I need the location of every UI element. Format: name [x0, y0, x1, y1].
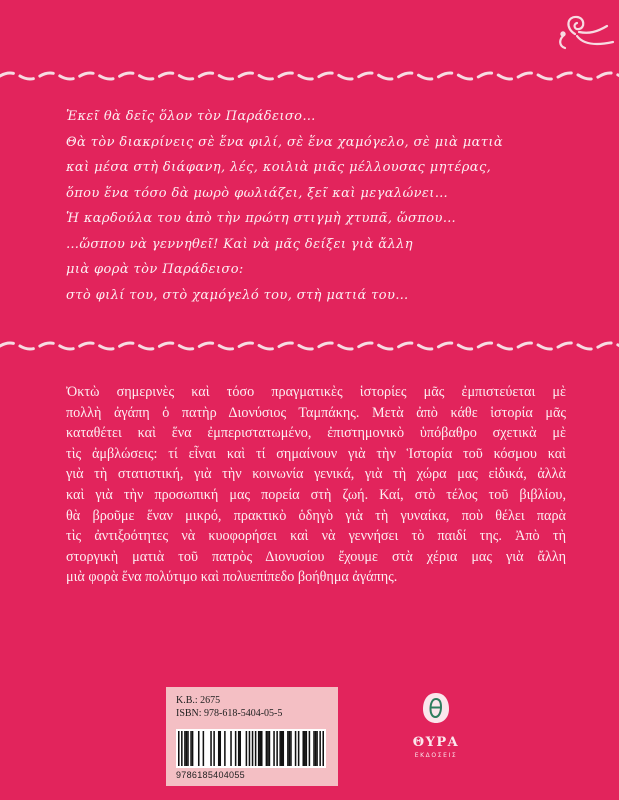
wavy-dashed-line-icon — [0, 66, 619, 86]
theta-logo-icon — [422, 692, 450, 724]
poem-line: …ὥσπου νὰ γεννηθεῖ! Καὶ νὰ μᾶς δείξει γιὰ ἄλλη — [66, 236, 413, 252]
poem-line: Ἐκεῖ θὰ δεῖς ὅλον τὸν Παράδεισο… — [66, 109, 316, 124]
description-line: τὶς ἀντιξοότητες νὰ κυοφορήσει καὶ νὰ γεννήσει τὸ παιδί της. Ἀπὸ τὴ — [66, 528, 566, 545]
barcode-number: 9786185404055 — [176, 770, 245, 780]
description-line: καὶ γιὰ τὴν προσωπική μας πορεία στὴ ζωή. Καί, στὸ τέλος τοῦ βιβλίου, — [66, 486, 566, 503]
publisher-name: ΘΥΡΑ — [412, 735, 460, 750]
publisher-logo — [408, 692, 468, 782]
kb-number: K.B.: 2675 — [176, 695, 221, 706]
poem-line: καὶ μέσα στὴ διάφανη, λές, κοιλιὰ μιᾶς μέλλουσας μητέρας, — [66, 160, 492, 175]
poem-line: ὅπου ἕνα τόσο δὰ μωρὸ φωλιάζει, ξεῖ καὶ μεγαλώνει… — [66, 185, 449, 201]
description-line: μιὰ φορὰ ἕνα πολύτιμο καὶ πολυεπίπεδο βοήθημα ἀγάπης. — [66, 569, 398, 586]
description-line: τὶς ἀμβλώσεις: τί εἶναι καὶ τί σημαίνουν γιὰ τὴν Ἱστορία τοῦ κόσμου καὶ — [66, 445, 566, 462]
description-line: Ὀκτὼ σημερινὲς καὶ τόσο πραγματικὲς ἱστορίες μᾶς ἐμπιστεύεται μὲ — [66, 384, 566, 400]
description-line: γιὰ τὴ στατιστική, γιὰ τὴν κοινωνία γενικά, γιὰ τὴ χώρα μας εἰδικά, ἀλλὰ — [66, 466, 566, 483]
poem-line: μιὰ φορὰ τὸν Παράδεισο: — [66, 262, 244, 277]
publisher-subtitle: ΕΚΔΟΣΕΙΣ — [414, 752, 458, 759]
description-line: πολλὴ ἀγάπη ὁ πατὴρ Διονύσιος Ταμπάκης. Μετὰ ἀπὸ κάθε ἱστορία μᾶς — [66, 404, 566, 421]
poem-excerpt — [66, 104, 586, 308]
poem-line: Θὰ τὸν διακρίνεις σὲ ἕνα φιλί, σὲ ἕνα χαμόγελο, σὲ μιὰ ματιὰ — [66, 134, 504, 150]
isbn-box — [166, 687, 338, 786]
barcode — [176, 729, 326, 768]
wavy-dashed-line-icon — [0, 336, 619, 356]
poem-line: στὸ φιλί του, στὸ χαμόγελό του, στὴ ματιά του… — [66, 287, 409, 303]
description-line: θὰ βροῦμε ἕναν μικρό, πρακτικὸ ὁδηγὸ γιὰ τὴ γυναίκα, ποὺ θέλει παρὰ — [66, 507, 566, 524]
isbn-info — [176, 694, 282, 720]
description-line: καταθέτει καὶ ἕνα ἐμπεριστατωμένο, ἐπιστημονικὸ ὑπόβαθρο σχετικὰ μὲ — [66, 425, 566, 442]
swirl-flourish-icon — [555, 12, 615, 54]
isbn-number: ISBN: 978-618-5404-05-5 — [176, 708, 283, 719]
description-line: στοργικὴ ματιὰ τοῦ πατρὸς Διονυσίου ἔχουμε στὰ χέρια μας γιὰ ἄλλη — [66, 548, 566, 565]
poem-line: Ἡ καρδούλα του ἀπὸ τὴν πρώτη στιγμὴ χτυπᾶ, ὥσπου… — [66, 211, 457, 226]
book-description — [66, 382, 566, 588]
